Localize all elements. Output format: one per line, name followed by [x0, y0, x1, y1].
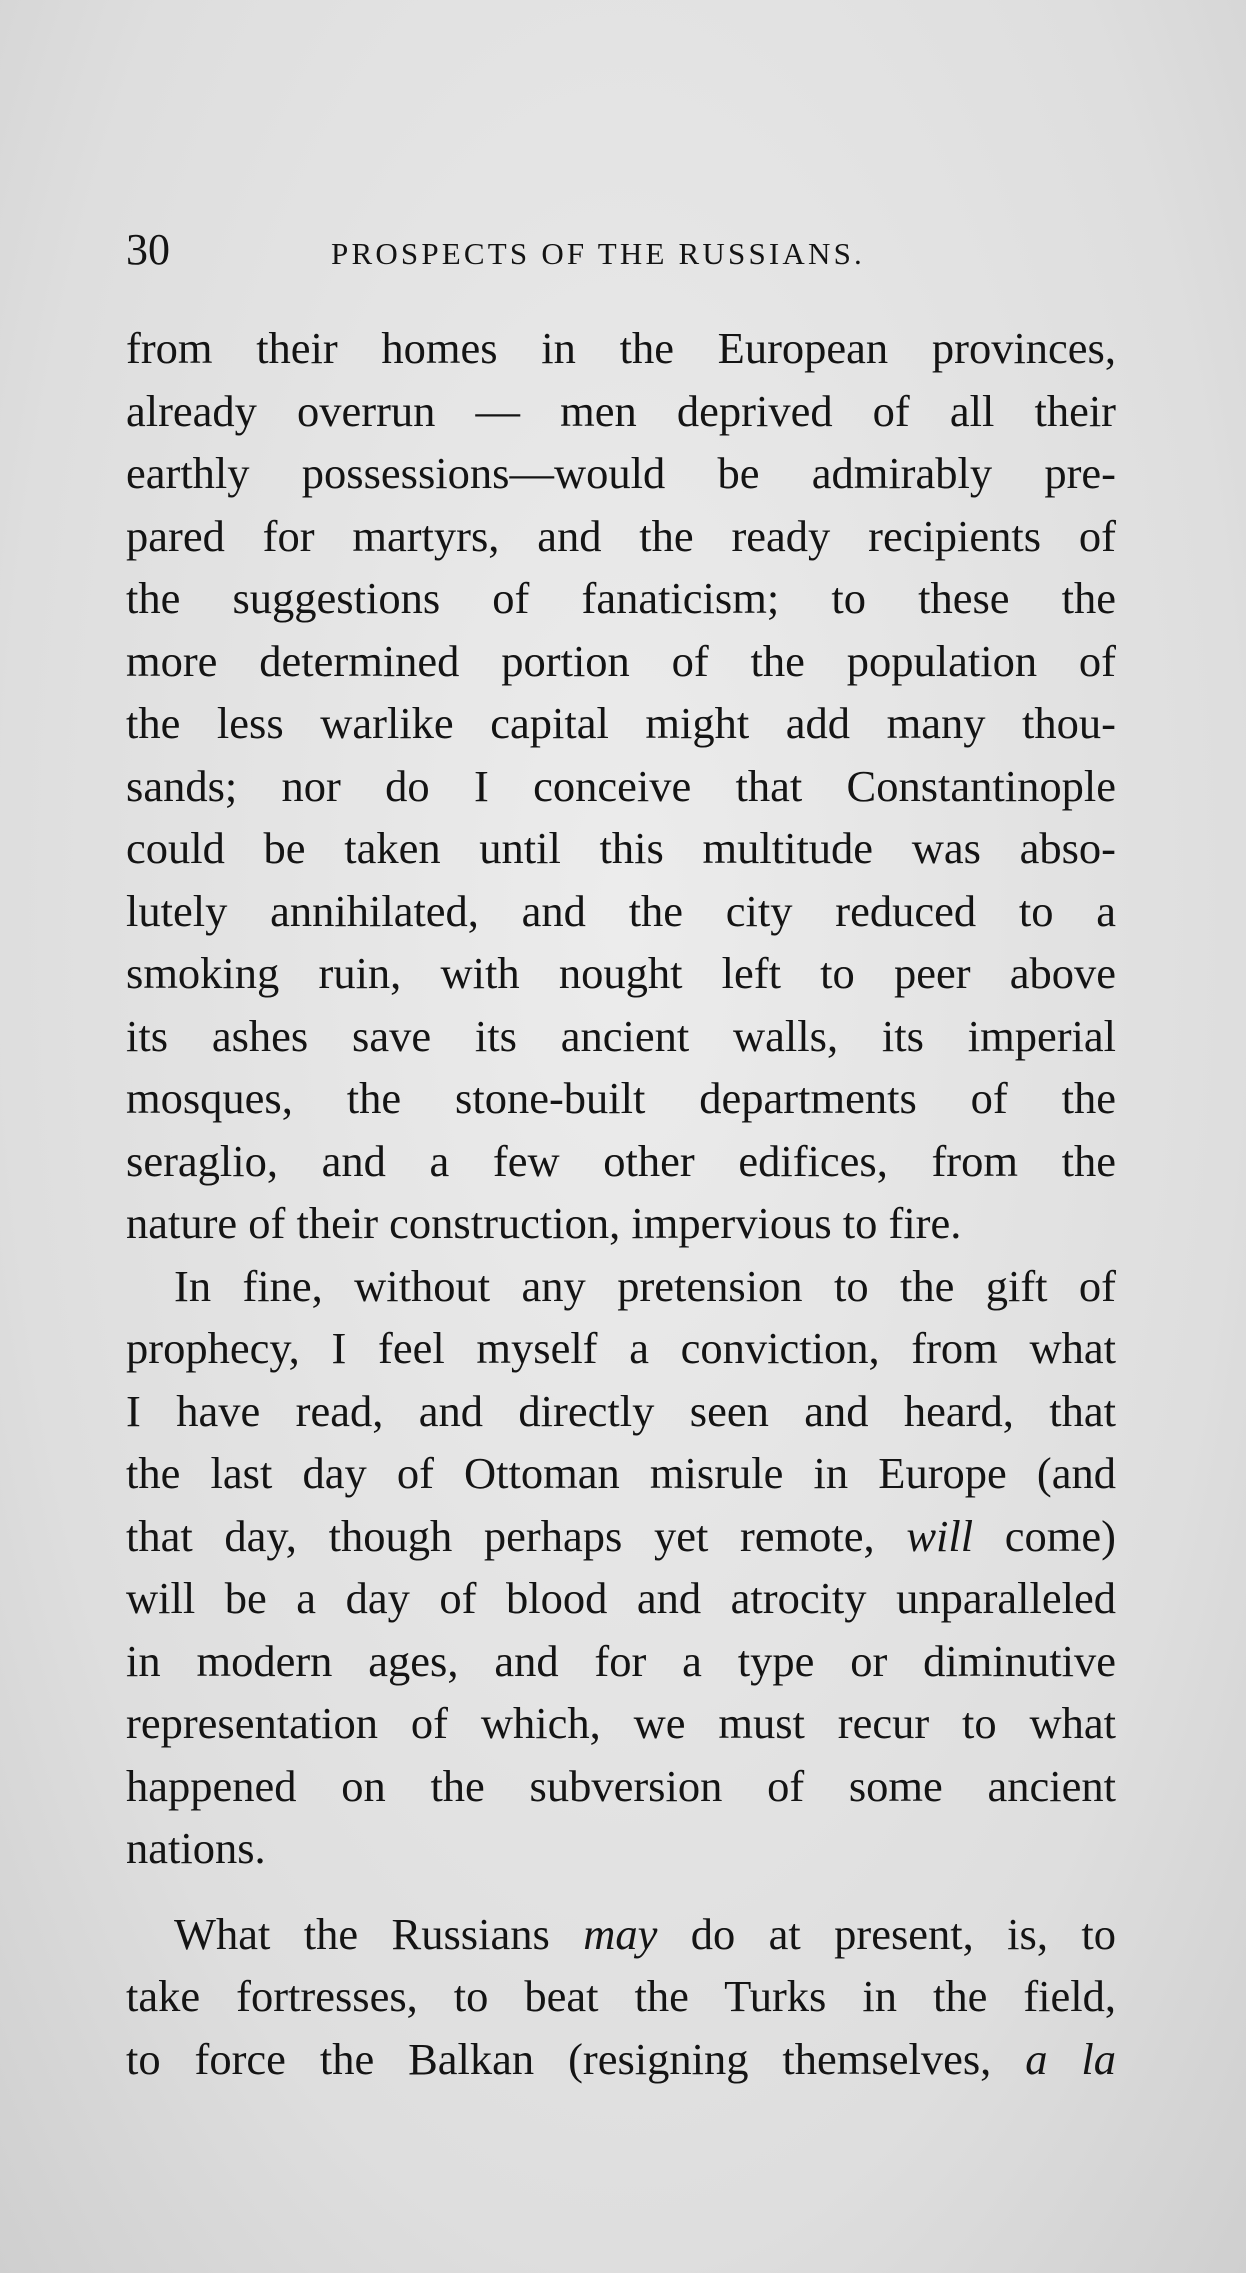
page-number: 30: [126, 225, 170, 274]
text-line: lutely annihilated, and the city reduced to a: [126, 885, 1116, 936]
text-line: In fine, without any pretension to the gift of: [174, 1260, 1116, 1311]
line-text: come): [973, 1510, 1116, 1561]
text-line: could be taken until this multitude was abso-: [126, 823, 1116, 873]
paragraph: [126, 317, 1116, 1255]
paragraph-spacing: [126, 1880, 1116, 1903]
running-head: [126, 225, 1116, 285]
text-line: sands; nor do I conceive that Constantinople: [126, 760, 1116, 811]
text-line: seraglio, and a few other edifices, from the: [126, 1135, 1116, 1186]
italic-word: may: [583, 1908, 658, 1959]
text-line: nations.: [126, 1823, 266, 1873]
text-line: its ashes save its ancient walls, its imperial: [126, 1010, 1116, 1061]
text-line: the last day of Ottoman misrule in Europe (and: [126, 1448, 1116, 1498]
text-line: I have read, and directly seen and heard, that: [126, 1385, 1116, 1436]
line-text: to force the Balkan (resigning themselves,: [126, 2033, 1026, 2084]
paragraph: [126, 1903, 1116, 2091]
text-line: mosques, the stone-built departments of the: [126, 1073, 1116, 1123]
body-text: [126, 317, 1116, 2090]
line-text: do at present, is, to: [657, 1908, 1116, 1959]
text-line: prophecy, I feel myself a conviction, from what: [126, 1323, 1116, 1373]
italic-word: will: [906, 1510, 974, 1561]
text-line: happened on the subversion of some ancient: [126, 1760, 1116, 1811]
paragraph: [126, 1255, 1116, 1880]
text-line: earthly possessions—would be admirably pre-: [126, 448, 1116, 498]
italic-word: a la: [1025, 2033, 1116, 2084]
text-line: [126, 2028, 1116, 2091]
text-line: already overrun — men deprived of all their: [126, 385, 1116, 436]
text-line: will be a day of blood and atrocity unparalleled: [126, 1573, 1116, 1623]
line-text: What the Russians: [174, 1908, 584, 1959]
running-title: PROSPECTS OF THE RUSSIANS.: [331, 236, 865, 271]
text-line: [126, 1505, 1116, 1568]
text-line: more determined portion of the population of: [126, 635, 1116, 686]
text-line: representation of which, we must recur to what: [126, 1698, 1116, 1748]
line-text: that day, though perhaps yet remote,: [126, 1510, 907, 1561]
text-line: in modern ages, and for a type or diminutive: [126, 1635, 1116, 1686]
text-line: pared for martyrs, and the ready recipients of: [126, 510, 1116, 561]
text-line: the less warlike capital might add many thou-: [126, 698, 1116, 748]
text-line: nature of their construction, impervious to fire.: [126, 1198, 962, 1248]
text-line: from their homes in the European provinces,: [126, 323, 1116, 373]
text-line: the suggestions of fanaticism; to these the: [126, 573, 1116, 623]
text-line: take fortresses, to beat the Turks in the field,: [126, 1971, 1116, 2021]
text-line: [126, 1903, 1116, 1966]
text-line: smoking ruin, with nought left to peer above: [126, 948, 1116, 998]
